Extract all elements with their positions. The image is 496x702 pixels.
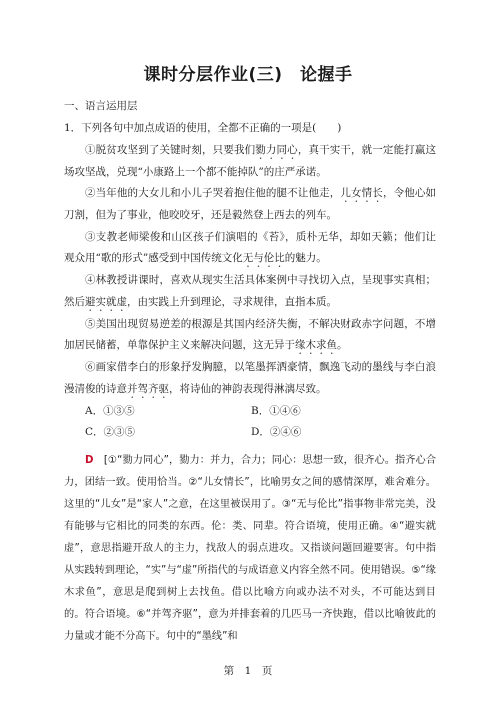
answer-letter: D [85,454,94,466]
option-a: A．①③⑤ [85,404,135,417]
sentence-5 [64,314,436,358]
page-title: 课时分层作业(三) 论握手 [143,65,353,85]
sentence-text: 。 [337,339,348,351]
option-b: B．①④⑥ [251,404,301,417]
idiom-emphasis: 儿女情长 [340,187,383,199]
sentence-4 [64,270,436,314]
idiom-emphasis: 并驾齐驱 [127,382,169,395]
sentence-text: ，由实践上升到理论，寻求规律，直指本质。 [127,295,337,308]
sentence-3 [64,227,436,271]
option-c: C．②③⑤ [85,426,136,438]
sentence-text: ⑤美国出现贸易逆差的根源是其国内经济失衡，不解决财政赤字问题，不增加居民储蓄，单靠保护主义来解决问题，这无异于 [64,317,436,351]
answer-explanation [64,450,436,648]
idiom-emphasis: 避实就虚 [85,295,127,308]
sentence-text: ③支教老师梁俊和山区孩子们演唱的《苔》，质朴无华，却如天籁；他们让观众用“歌的形式”感受到中国传统文化 [64,230,436,264]
sentence-text: ①脱贫攻坚到了关键时刻，只要我们 [85,143,256,156]
sentence-text: ⑥画家借李白的形象抒发胸臆，以笔墨挥洒豪情，飘逸飞动的墨线与李白浪漫清俊的诗意 [64,361,436,395]
idiom-emphasis: 勠力同心 [255,143,298,156]
sentence-text: ，令他心如刀割，但为了事业，他咬咬牙，还是毅然登上西去的列车。 [64,187,436,221]
sentence-2 [64,183,436,227]
option-d: D．②④⑥ [251,426,302,438]
idiom-emphasis: 无与伦比 [242,252,285,264]
answer-text: [①“勠力同心”，勠力：并力，合力；同心：思想一致，很齐心。指齐心合力，团结一致。使用恰当。②“儿女情长”，比喻男女之间的感情深厚，难舍难分。这里的“儿女”是“家人”之意，在这里被误用了。③“无与伦比”指事物非常完美，没有能够与它相比的同类的东西。伦：类、同辈。符合语境，使用正确。④“避实就虚”，意思指避开敌人的主力，找敌人的弱点进攻。又指谈问题回避要害。句中指从实践转到理论，“实”与“虚”所指代的与成语意义内容全然不同。使用错误。⑤“缘木求鱼”，意思是爬到树上去找鱼。借以比喻方向或办法不对头，不可能达到目的。符合语境。⑥“并驾齐驱”，意为并排套着的几匹马一齐快跑，借以比喻彼此的力量或才能不分高下。句中的“墨线”和 [64,454,437,642]
section-heading: 一、语言运用层 [64,100,138,112]
page-number: 第 1 页 [223,665,273,677]
sentence-text: ②当年他的大女儿和小儿子哭着抱住他的腿不让他走， [85,187,341,199]
sentence-text: ，将诗仙的神韵表现得淋漓尽致。 [169,382,327,395]
sentence-text: ，真干实干，就一定能打赢这场攻坚战，兑现“小康路上一个都不能掉队”的庄严承诺。 [64,143,436,178]
sentence-text: 的魅力。 [284,252,327,264]
answer-options [85,401,436,444]
sentence-1 [64,140,436,184]
question-body [64,118,436,648]
sentence-text: ④林教授讲课时，喜欢从现实生活具体案例中寻找切入点，呈现事实真相；然后 [64,274,436,308]
idiom-emphasis: 缘木求鱼 [295,339,337,351]
question-stem: 1．下列各句中加点成语的使用，全都不正确的一项是( ) [64,122,342,134]
sentence-6 [64,357,436,401]
